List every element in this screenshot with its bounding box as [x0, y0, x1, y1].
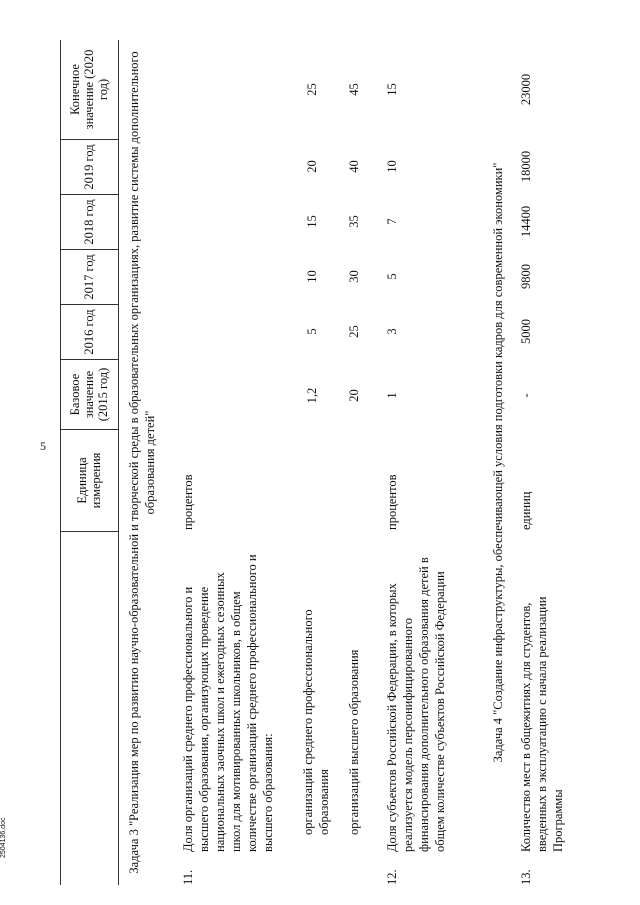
row-12-unit: процентов — [385, 474, 399, 530]
row-13-number: 13. — [519, 869, 533, 885]
row-11-sub1-2017: 10 — [305, 270, 319, 283]
task-4-title: Задача 4 "Создание инфраструктуры, обеспечивающей условия подготовки кадров для современной экономики" — [491, 162, 505, 763]
row-12-2016: 3 — [385, 328, 399, 335]
row-11-sub1-base: 1,2 — [305, 387, 319, 404]
rotated-table — [60, 40, 580, 885]
row-11-sub2-2018: 35 — [347, 215, 361, 228]
row-13-2017: 9800 — [519, 264, 533, 289]
header-final: Конечное значение (2020 год) — [68, 49, 110, 130]
row-13-2019: 18000 — [519, 150, 533, 183]
row-13-2018: 14400 — [519, 205, 533, 238]
row-11-sub2-2017: 30 — [347, 270, 361, 283]
row-12-base: 1 — [385, 392, 399, 399]
header-2016: 2016 год — [82, 309, 96, 355]
header-2017: 2017 год — [82, 254, 96, 300]
row-13-name: Количество мест в общежитиях для студентов, введенных в эксплуатацию с начала реализации Программы — [519, 596, 565, 852]
row-13-final: 23000 — [519, 73, 533, 106]
row-13-unit: единиц — [519, 491, 533, 530]
row-11-name: Доля организаций среднего профессионального и высшего образования, организующих проведение национальных заочных школ и ежегодных сезонных школ для мотивированных школьников, в общем количестве организаций среднего профессионального и высшего образования: — [181, 554, 275, 852]
row-12-number: 12. — [385, 869, 399, 885]
row-11-sub1-2018: 15 — [305, 215, 319, 228]
row-11-sub1-final: 25 — [305, 83, 319, 96]
row-13-2016: 5000 — [519, 319, 533, 344]
header-unit: Единица измерения — [75, 452, 103, 509]
row-11-sub2-2016: 25 — [347, 325, 361, 338]
header-2019: 2019 год — [82, 144, 96, 190]
row-11-sub1-name: организаций среднего профессионального образования — [301, 609, 331, 835]
page-number: 5 — [40, 439, 46, 453]
footer-code-text: 2504136.doc — [0, 817, 7, 858]
row-11-unit: процентов — [181, 474, 195, 530]
header-divider — [60, 531, 118, 532]
row-11-sub2-base: 20 — [347, 389, 361, 402]
row-12-2018: 7 — [385, 218, 399, 225]
row-11-sub2-name: организаций высшего образования — [347, 649, 361, 835]
header-base: Базовое значение (2015 год) — [68, 367, 110, 422]
row-11-sub1-2016: 5 — [305, 328, 319, 335]
row-11-sub2-2019: 40 — [347, 160, 361, 173]
row-12-final: 15 — [385, 83, 399, 96]
row-12-2019: 10 — [385, 160, 399, 173]
row-11-sub1-2019: 20 — [305, 160, 319, 173]
row-12-name: Доля субъектов Российской Федерации, в которых реализуется модель персонифицированного финансирования дополнительного образования детей в общем количестве субъектов Российской Федерации — [385, 557, 447, 852]
row-12-2017: 5 — [385, 273, 399, 280]
header-2018: 2018 год — [82, 199, 96, 245]
header-bottom-border — [118, 40, 119, 885]
row-11-sub2-final: 45 — [347, 83, 361, 96]
row-11-number: 11. — [181, 869, 195, 885]
task-3-title: Задача 3 "Реализация мер по развитию научно-образовательной и творческой среды в образовательных организациях, развитие системы дополнительного образования детей" — [127, 51, 157, 874]
row-13-base: - — [519, 393, 533, 398]
